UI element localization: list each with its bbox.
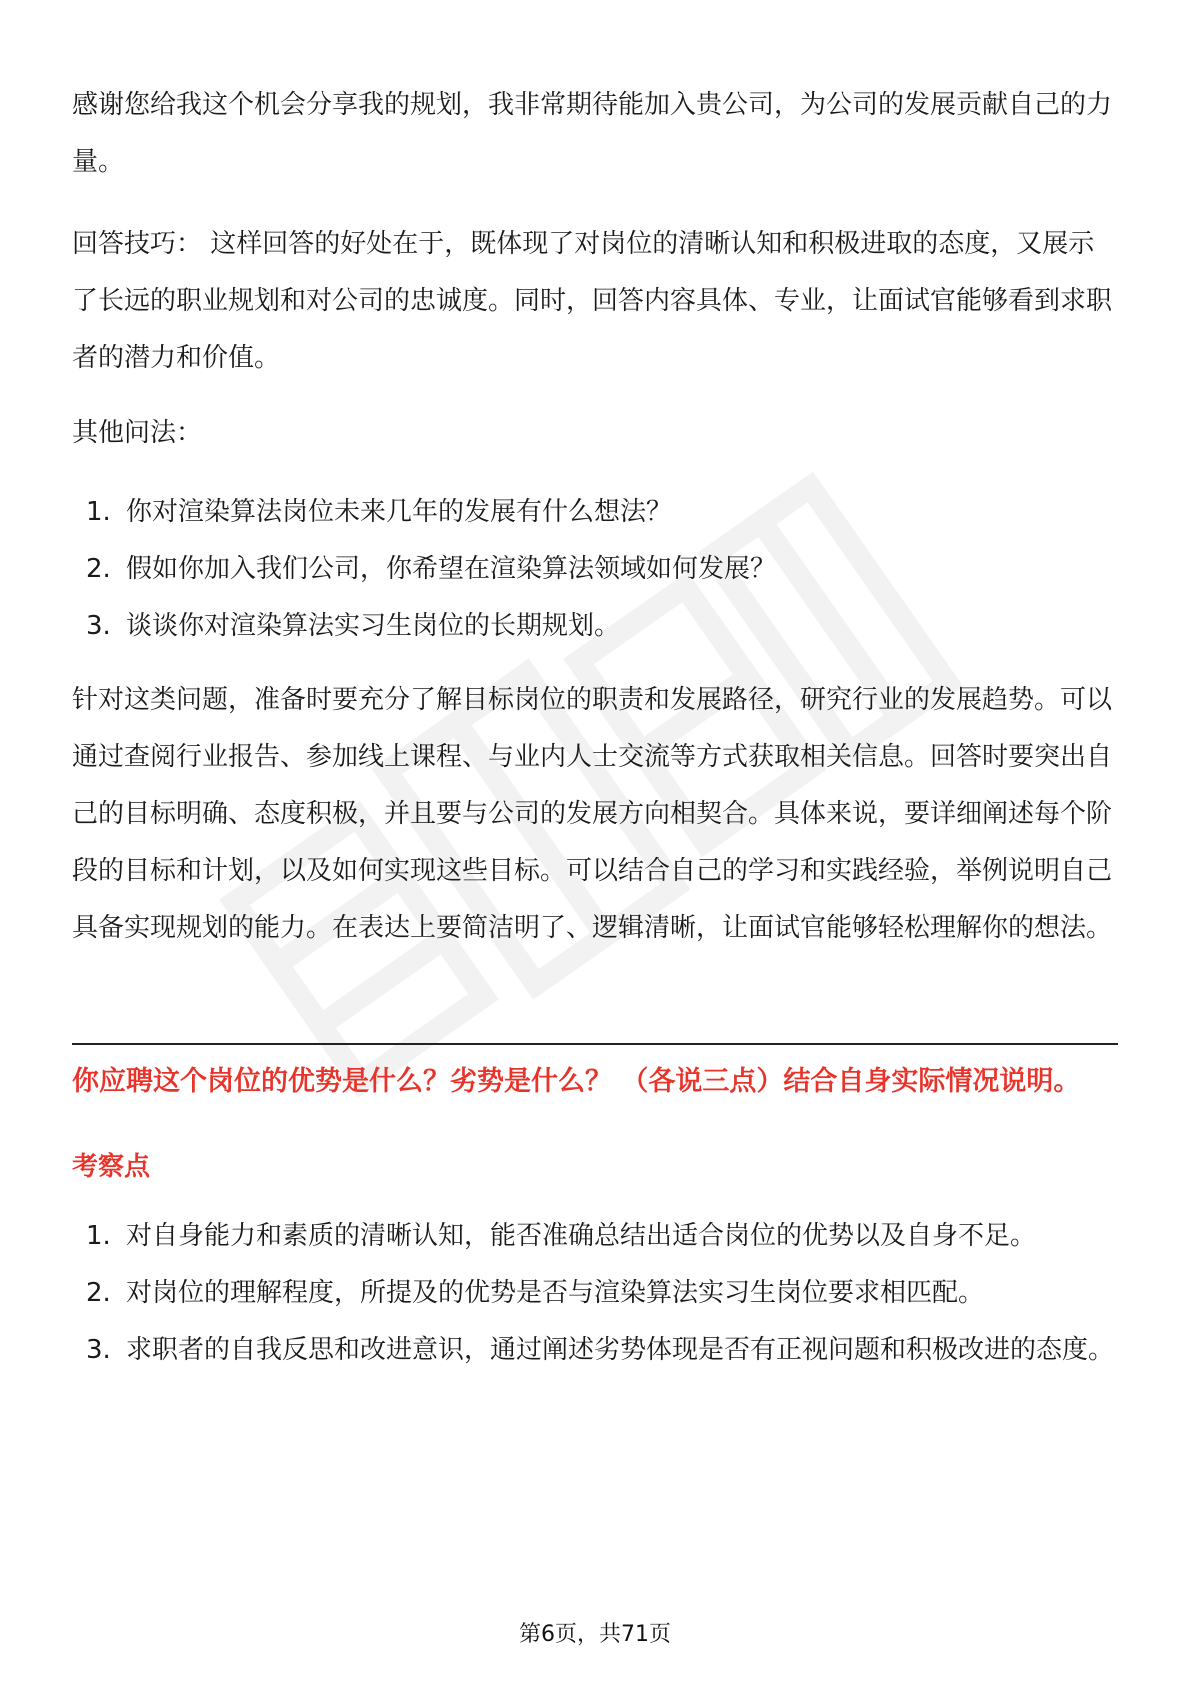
list-number: 2.	[86, 1278, 111, 1308]
list-number: 2.	[86, 554, 111, 584]
paragraph-preparation-advice: 针对这类问题，准备时要充分了解目标岗位的职责和发展路径，研究行业的发展趋势。可以通过查阅行业报告、参加线上课程、与业内人士交流等方式获取相关信息。回答时要突出自己的目标明确、态度积极，并且要与公司的发展方向相契合。具体来说，要详细阐述每个阶段的目标和计划，以及如何实现这些目标。可以结合自己的学习和实践经验，举例说明自己具备实现规划的能力。在表达上要简洁明了、逻辑清晰，让面试官能够轻松理解你的想法。	[72, 685, 1113, 943]
list-item	[72, 484, 1118, 541]
list-number: 1.	[86, 497, 111, 527]
question-title: 你应聘这个岗位的优势是什么？劣势是什么？ （各说三点）结合自身实际情况说明。	[72, 1066, 1081, 1097]
list-item	[72, 598, 1118, 655]
list-item	[72, 541, 1118, 598]
paragraph-closing: 感谢您给我这个机会分享我的规划，我非常期待能加入贵公司，为公司的发展贡献自己的力量。	[72, 90, 1113, 177]
list-item	[72, 1322, 1118, 1379]
question-subtitle: 考察点	[72, 1152, 151, 1182]
exam-points-list	[72, 1208, 1118, 1379]
section-divider	[72, 1043, 1118, 1045]
list-item-text: 假如你加入我们公司，你希望在渲染算法领域如何发展？	[126, 554, 777, 584]
list-item-text: 谈谈你对渲染算法实习生岗位的长期规划。	[126, 611, 621, 641]
page-footer: 第6页，共71页	[519, 1622, 671, 1647]
list-item	[72, 1208, 1118, 1265]
list-item-text: 对岗位的理解程度，所提及的优势是否与渲染算法实习生岗位要求相匹配。	[126, 1278, 985, 1308]
list-item-text: 求职者的自我反思和改进意识，通过阐述劣势体现是否有正视问题和积极改进的态度。	[126, 1335, 1115, 1365]
list-number: 3.	[86, 611, 111, 641]
other-questions-list	[72, 484, 1118, 655]
paragraph-answer-tips: 回答技巧： 这样回答的好处在于，既体现了对岗位的清晰认知和积极进取的态度，又展示了长远的职业规划和对公司的忠诚度。同时，回答内容具体、专业，让面试官能够看到求职者的潜力和价值。	[72, 229, 1113, 373]
list-item-text: 你对渲染算法岗位未来几年的发展有什么想法？	[126, 497, 673, 527]
list-number: 3.	[86, 1335, 111, 1365]
list-item	[72, 1265, 1118, 1322]
paragraph-other-questions-label: 其他问法：	[72, 418, 203, 448]
list-item-text: 对自身能力和素质的清晰认知，能否准确总结出适合岗位的优势以及自身不足。	[126, 1221, 1037, 1251]
list-number: 1.	[86, 1221, 111, 1251]
